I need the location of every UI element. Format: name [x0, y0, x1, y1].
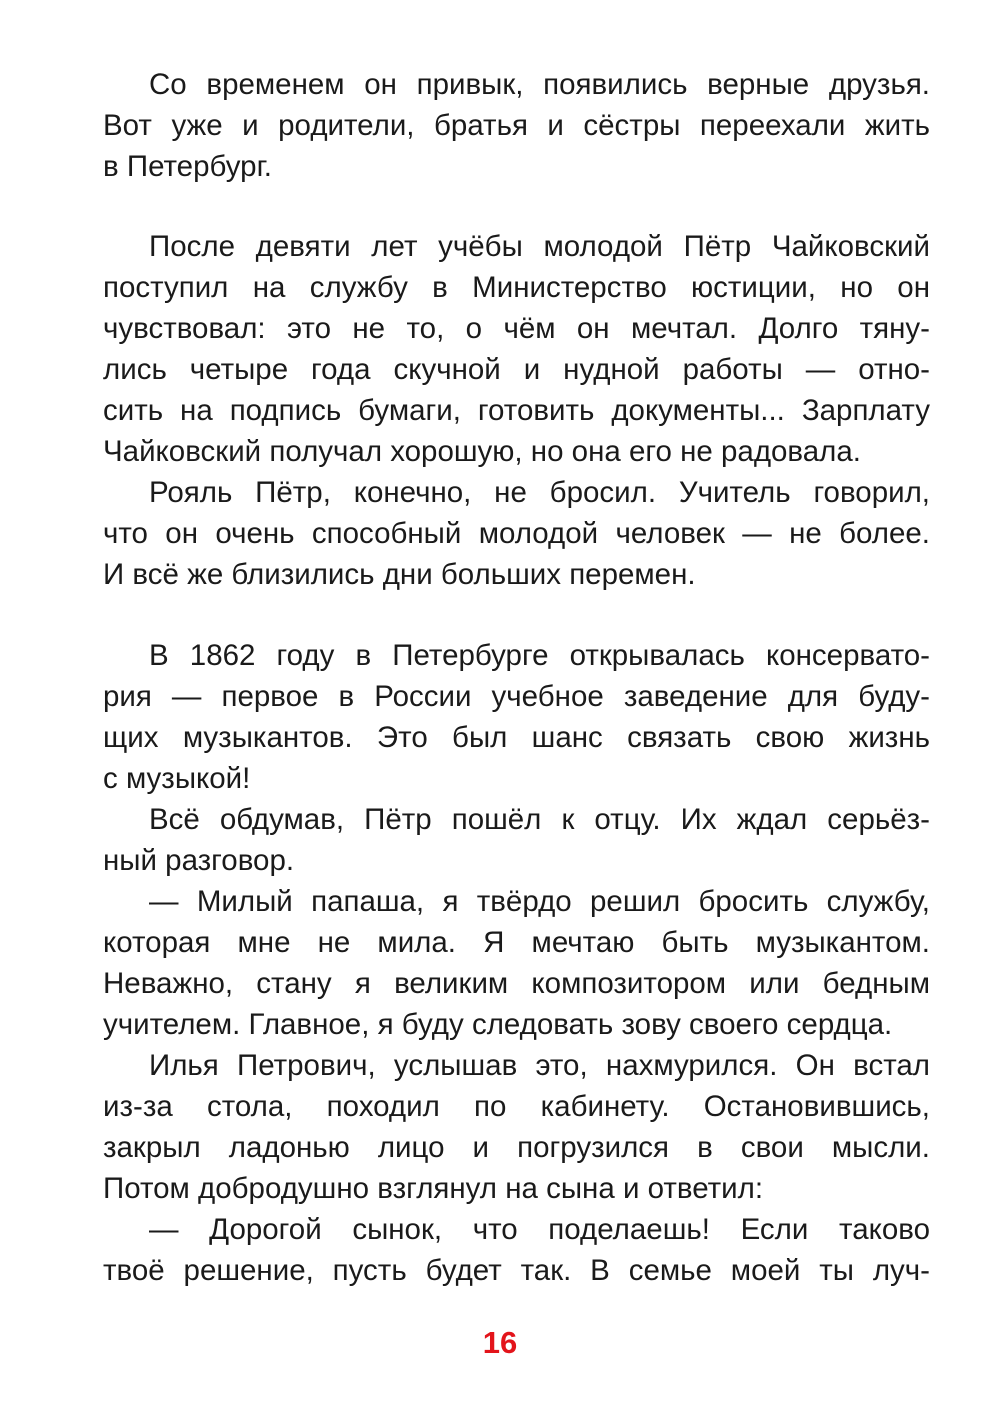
- text-line: Всё обдумав, Пётр пошёл к отцу. Их ждал серьёз-: [149, 803, 930, 836]
- text-line: Со временем он привык, появились верные друзья.: [149, 68, 930, 101]
- text-line: В 1862 году в Петербурге открывалась консервато-: [149, 639, 930, 672]
- text-line: После девяти лет учёбы молодой Пётр Чайковский: [149, 230, 930, 263]
- text-line: в Петербург.: [103, 150, 272, 183]
- text-line: И всё же близились дни больших перемен.: [103, 558, 696, 591]
- paragraph-5: [103, 799, 930, 881]
- text-line: рия — первое в России учебное заведение для буду-: [103, 680, 930, 713]
- text-line: закрыл ладонью лицо и погрузился в свои мысли.: [103, 1131, 930, 1164]
- text-line: Илья Петрович, услышав это, нахмурился. Он встал: [149, 1049, 930, 1082]
- paragraph-2: [103, 226, 930, 472]
- page-number: 16: [482, 1325, 518, 1360]
- text-line: поступил на службу в Министерство юстиции, но он: [103, 271, 930, 304]
- text-line: твоё решение, пусть будет так. В семье моей ты луч-: [103, 1254, 930, 1287]
- paragraph-4: [103, 635, 930, 799]
- text-line: Рояль Пётр, конечно, не бросил. Учитель говорил,: [149, 476, 930, 509]
- text-line: щих музыкантов. Это был шанс связать свою жизнь: [103, 721, 930, 754]
- paragraph-6: [103, 881, 930, 1045]
- paragraph-1: [103, 64, 930, 187]
- text-line: лись четыре года скучной и нудной работы — отно-: [103, 353, 930, 386]
- text-line: Потом добродушно взглянул на сына и ответил:: [103, 1172, 764, 1205]
- text-line: ный разговор.: [103, 844, 295, 877]
- text-line: Неважно, стану я великим композитором или бедным: [103, 967, 930, 1000]
- text-line: Вот уже и родители, братья и сёстры переехали жить: [103, 109, 930, 142]
- text-line: — Дорогой сынок, что поделаешь! Если таково: [149, 1213, 930, 1246]
- text-line: Чайковский получал хорошую, но она его не радовала.: [103, 435, 861, 468]
- paragraph-3: [103, 472, 930, 595]
- paragraph-7: [103, 1045, 930, 1209]
- paragraph-8: [103, 1209, 930, 1291]
- text-line: что он очень способный молодой человек — не более.: [103, 517, 930, 550]
- text-line: сить на подпись бумаги, готовить документы... Зарплату: [103, 394, 930, 427]
- text-line: из-за стола, походил по кабинету. Остановившись,: [103, 1090, 930, 1123]
- text-line: учителем. Главное, я буду следовать зову своего сердца.: [103, 1008, 893, 1041]
- text-line: с музыкой!: [103, 762, 251, 795]
- text-line: — Милый папаша, я твёрдо решил бросить службу,: [149, 885, 930, 918]
- text-line: которая мне не мила. Я мечтаю быть музыкантом.: [103, 926, 930, 959]
- text-line: чувствовал: это не то, о чём он мечтал. Долго тяну-: [103, 312, 930, 345]
